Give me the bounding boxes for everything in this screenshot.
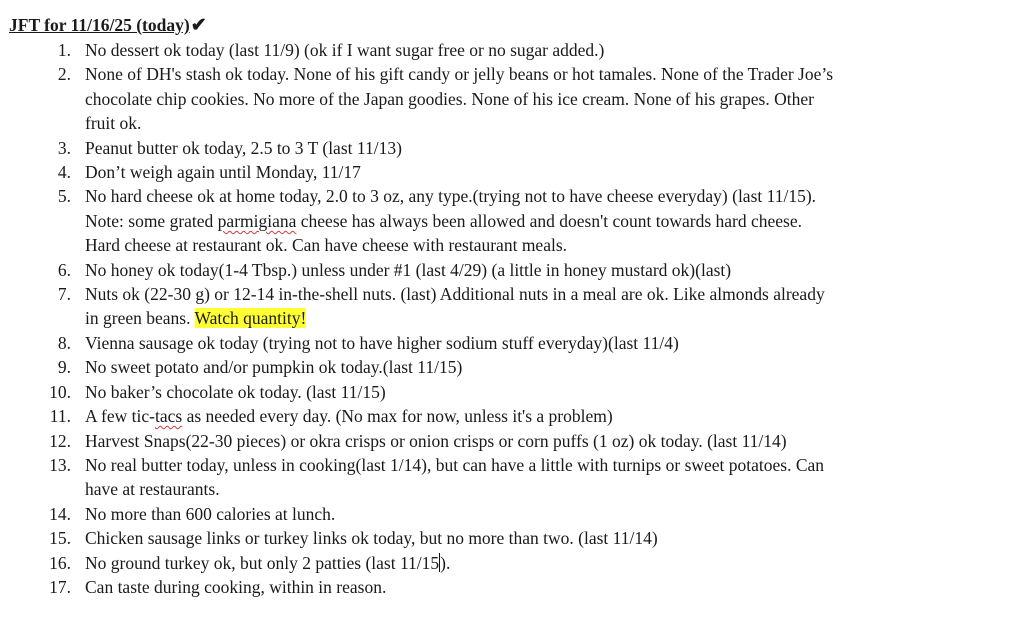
- item-text: No honey ok today(1-4 Tbsp.) unless under #1 (last 4/29) (a little in honey mustard ok)(last): [85, 259, 732, 280]
- item-number: 4.: [57, 162, 71, 183]
- item-number: 5.: [57, 186, 71, 207]
- title-line: [9, 14, 1004, 38]
- list-item: [9, 380, 1004, 404]
- spellcheck-word[interactable]: tacs: [154, 406, 183, 427]
- item-number: 11.: [49, 406, 71, 427]
- item-text: Can taste during cooking, within in reason.: [85, 576, 387, 597]
- list-item: [9, 282, 1004, 331]
- item-number: 10.: [49, 381, 71, 402]
- item-number: 12.: [49, 430, 71, 451]
- item-text-part: A few tic-: [85, 406, 155, 427]
- list-item: [9, 184, 1004, 257]
- item-number: 13.: [49, 454, 71, 475]
- list-item: [9, 136, 1004, 160]
- item-text-part: in green beans.: [85, 308, 195, 329]
- list-item: [9, 62, 1004, 135]
- item-number: 1.: [57, 40, 71, 60]
- item-number: 2.: [57, 64, 71, 85]
- item-number: 15.: [49, 528, 71, 549]
- list-item: [9, 502, 1004, 526]
- checkmark-icon: ✔: [190, 15, 207, 36]
- list-item: [9, 355, 1004, 379]
- item-text: No real butter today, unless in cooking(last 1/14), but can have a little with turnips or sweet potatoes. Can: [85, 454, 825, 475]
- item-text-part: as needed every day. (No max for now, unless it's a problem): [182, 406, 613, 427]
- item-text: have at restaurants.: [85, 479, 220, 500]
- list-item: [9, 258, 1004, 282]
- item-text: No sweet potato and/or pumpkin ok today.(last 11/15): [85, 357, 463, 378]
- item-text-part: No ground turkey ok, but only 2 patties (last 11/15: [85, 552, 440, 573]
- item-text: fruit ok.: [85, 113, 142, 134]
- highlighted-text: Watch quantity!: [194, 308, 307, 329]
- item-text-part: ).: [440, 552, 451, 573]
- list-item: [9, 160, 1004, 184]
- list-item: [9, 38, 1004, 62]
- list-item: [9, 429, 1004, 453]
- item-text: No hard cheese ok at home today, 2.0 to 3 oz, any type.(trying not to have cheese everyday) (last 11/15).: [85, 186, 817, 207]
- item-number: 8.: [57, 332, 71, 353]
- list-item: [9, 551, 1004, 575]
- item-text: Don’t weigh again until Monday, 11/17: [85, 162, 361, 183]
- item-text: No dessert ok today (last 11/9) (ok if I want sugar free or no sugar added.): [85, 40, 605, 60]
- document-title: JFT for 11/16/25 (today): [9, 15, 190, 35]
- item-text: Nuts ok (22-30 g) or 12-14 in-the-shell nuts. (last) Additional nuts in a meal are ok. Like almonds already: [85, 284, 825, 305]
- item-text: chocolate chip cookies. No more of the Japan goodies. None of his ice cream. None of his grapes. Other: [85, 88, 814, 109]
- item-number: 9.: [57, 357, 71, 378]
- item-text: No baker’s chocolate ok today. (last 11/15): [85, 381, 386, 402]
- item-text: No more than 600 calories at lunch.: [85, 503, 336, 524]
- item-number: 16.: [49, 552, 71, 573]
- item-number: 3.: [57, 137, 71, 158]
- rules-list: [9, 38, 1004, 599]
- list-item: [9, 331, 1004, 355]
- item-text-line: [85, 306, 1004, 330]
- list-item: [9, 526, 1004, 550]
- item-text-line: [85, 209, 1004, 233]
- item-text: Vienna sausage ok today (trying not to have higher sodium stuff everyday)(last 11/4): [85, 332, 679, 353]
- list-item: [9, 575, 1004, 599]
- item-text: Harvest Snaps(22-30 pieces) or okra crisps or onion crisps or corn puffs (1 oz) ok today. (last 11/14): [85, 430, 787, 451]
- item-text-line: [85, 551, 1004, 575]
- list-item: [9, 453, 1004, 502]
- item-number: 6.: [57, 259, 71, 280]
- item-text: Peanut butter ok today, 2.5 to 3 T (last 11/13): [85, 137, 402, 158]
- list-item: [9, 404, 1004, 428]
- spellcheck-word[interactable]: parmigiana: [217, 210, 297, 231]
- item-text-part: cheese has always been allowed and doesn't count towards hard cheese.: [300, 210, 802, 231]
- item-text-line: [85, 404, 1004, 428]
- item-number: 14.: [49, 503, 71, 524]
- item-text: None of DH's stash ok today. None of his gift candy or jelly beans or hot tamales. None of the Trader Joe’s: [85, 64, 834, 85]
- item-number: 17.: [49, 576, 71, 597]
- item-text: Chicken sausage links or turkey links ok today, but no more than two. (last 11/14): [85, 528, 658, 549]
- item-number: 7.: [57, 284, 71, 305]
- item-text: Hard cheese at restaurant ok. Can have cheese with restaurant meals.: [85, 235, 568, 256]
- item-text-part: Note: some grated: [85, 210, 218, 231]
- document-page[interactable]: [9, 14, 1004, 599]
